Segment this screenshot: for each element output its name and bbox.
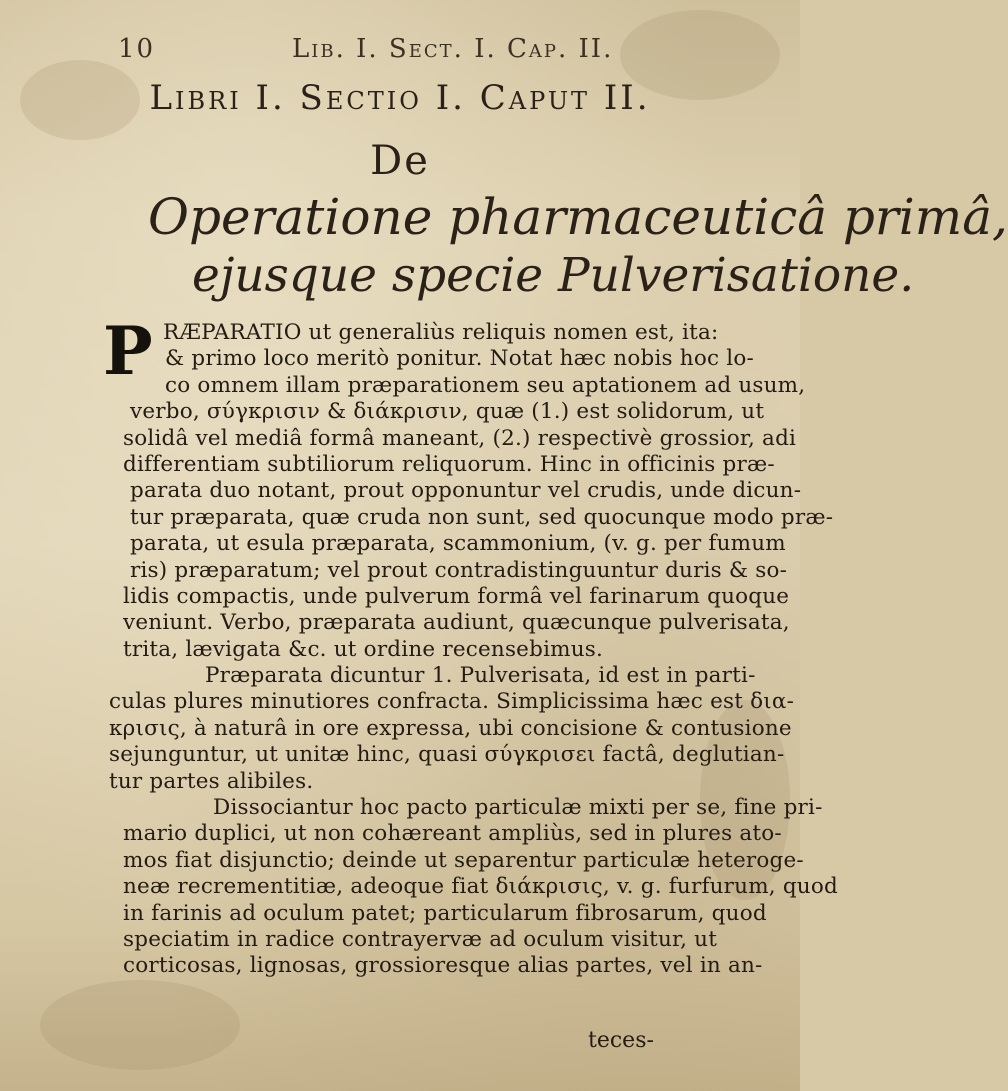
text-line: sejunguntur, ut unitæ hinc, quasi σύγκρισει factâ, deglutian-: [109, 742, 785, 768]
text-line: veniunt. Verbo, præparata audiunt, quæcunque pulverisata,: [123, 610, 790, 636]
text-line: parata, ut esula præparata, scammonium, (v. g. per fumum: [130, 531, 786, 557]
chapter-title-line2: ejusque specie Pulverisatione.: [192, 248, 915, 303]
text-line: tur præparata, quæ cruda non sunt, sed quocunque modo præ-: [130, 504, 834, 530]
paper-stain: [40, 980, 240, 1070]
running-head: [60, 30, 740, 70]
text-line: ris) præparatum; vel prout contradistinguuntur duris & so-: [130, 557, 788, 583]
heading-de: De: [370, 138, 430, 184]
chapter-title-line1: Operatione pharmaceuticâ primâ,: [148, 188, 1008, 246]
text-line: κρισις, à naturâ in ore expressa, ubi concisione & contusione: [109, 715, 792, 741]
text-line: & primo loco meritò ponitur. Notat hæc nobis hoc lo-: [165, 346, 754, 372]
text-line: tur partes alibiles.: [109, 768, 314, 794]
text-line: corticosas, lignosas, grossioresque alias partes, vel in an-: [123, 953, 763, 979]
text-line: mos fiat disjunctio; deinde ut separentur particulæ heteroge-: [123, 847, 804, 873]
text-line: co omnem illam præparationem seu aptationem ad usum,: [165, 372, 806, 398]
text-line: verbo, σύγκρισιν & διάκρισιν, quæ (1.) est solidorum, ut: [130, 399, 765, 425]
page-number: 10: [118, 34, 156, 64]
body-text: [95, 312, 838, 980]
text-line: lidis compactis, unde pulverum formâ vel farinarum quoque: [123, 583, 790, 609]
chapter-heading: Libri I. Sectio I. Caput II.: [149, 78, 651, 118]
text-line: culas plures minutiores confracta. Simplicissima hæc est δια-: [109, 689, 795, 715]
drop-cap: P: [103, 312, 153, 390]
text-line: trita, lævigata &c. ut ordine recensebimus.: [123, 636, 604, 662]
text-line: in farinis ad oculum patet; particularum fibrosarum, quod: [123, 900, 767, 926]
text-line: RÆPARATIO ut generaliùs reliquis nomen est, ita:: [163, 320, 719, 345]
catchword: teces-: [588, 1028, 654, 1053]
text-line: differentiam subtiliorum reliquorum. Hinc in officinis præ-: [123, 451, 775, 477]
text-line: parata duo notant, prout opponuntur vel crudis, unde dicun-: [130, 478, 802, 504]
text-line: solidâ vel mediâ formâ maneant, (2.) respectivè grossior, adi: [123, 425, 797, 451]
text-line: Dissociantur hoc pacto particulæ mixti per se, fine pri-: [213, 795, 823, 821]
text-line: Præparata dicuntur 1. Pulverisata, id est in parti-: [205, 663, 756, 689]
text-line: speciatim in radice contrayervæ ad oculum visitur, ut: [123, 926, 718, 952]
text-line: neæ recrementitiæ, adeoque fiat διάκρισις, v. g. furfurum, quod: [123, 874, 838, 900]
running-head-text: Lib. I. Sect. I. Cap. II.: [292, 34, 614, 64]
text-line: mario duplici, ut non cohæreant ampliùs, sed in plures ato-: [123, 821, 782, 847]
